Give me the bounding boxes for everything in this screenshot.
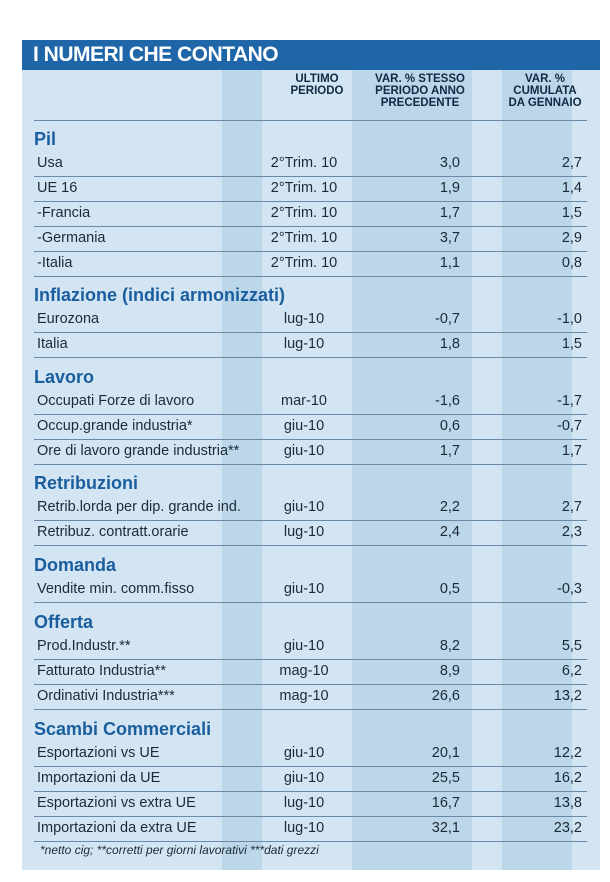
row-period: giu-10 <box>283 581 325 597</box>
row-period: lug-10 <box>283 311 325 327</box>
column-header-var-cumulative: VAR. % CUMULATA DA GENNAIO <box>508 73 582 109</box>
row-label: Ordinativi Industria*** <box>37 688 175 704</box>
row-var-cumulative: 1,7 <box>561 443 582 459</box>
section-title: Lavoro <box>34 367 95 387</box>
row-var-cumulative: 2,9 <box>561 230 582 246</box>
row-var-year: 1,9 <box>439 180 460 196</box>
row-var-year: -1,6 <box>435 393 460 409</box>
row-var-year: 2,4 <box>439 524 460 540</box>
row-var-year: 25,5 <box>431 770 460 786</box>
row-label: Retrib.lorda per dip. grande ind. <box>37 499 241 515</box>
row-label: Importazioni da UE <box>37 770 161 786</box>
row-var-year: 32,1 <box>431 820 460 836</box>
table-row <box>34 816 587 842</box>
row-var-cumulative: 5,5 <box>561 638 582 654</box>
row-period: giu-10 <box>283 443 325 459</box>
row-label: Ore di lavoro grande industria** <box>37 443 240 459</box>
row-var-cumulative: 1,5 <box>561 205 582 221</box>
row-var-cumulative: 1,5 <box>561 336 582 352</box>
row-label: -Francia <box>37 205 91 221</box>
row-label: Retribuz. contratt.orarie <box>37 524 189 540</box>
row-period: lug-10 <box>283 524 325 540</box>
column-header-var-year: VAR. % STESSO PERIODO ANNO PRECEDENTE <box>375 73 465 109</box>
table-row <box>34 634 587 660</box>
table-row <box>34 439 587 465</box>
row-period: 2°Trim. 10 <box>270 205 338 221</box>
section-title: Scambi Commerciali <box>34 719 212 739</box>
table-row <box>34 791 587 817</box>
row-var-cumulative: 13,8 <box>553 795 582 811</box>
row-var-cumulative: 23,2 <box>553 820 582 836</box>
section-title: Retribuzioni <box>34 473 138 493</box>
row-period: lug-10 <box>283 336 325 352</box>
row-var-cumulative: 2,7 <box>561 155 582 171</box>
row-label: Vendite min. comm.fisso <box>37 581 195 597</box>
row-label: Prod.Industr.** <box>37 638 131 654</box>
header-divider <box>34 120 587 121</box>
row-period: giu-10 <box>283 770 325 786</box>
table-row <box>34 414 587 440</box>
row-period: 2°Trim. 10 <box>270 155 338 171</box>
row-label: Esportazioni vs UE <box>37 745 160 761</box>
row-var-year: 16,7 <box>431 795 460 811</box>
row-var-year: 3,7 <box>439 230 460 246</box>
footnote: *netto cig; **corretti per giorni lavorativi ***dati grezzi <box>40 843 319 857</box>
table-row <box>34 659 587 685</box>
row-var-year: 1,7 <box>439 205 460 221</box>
row-period: mar-10 <box>281 393 327 409</box>
row-label: Italia <box>37 336 68 352</box>
row-label: -Germania <box>37 230 106 246</box>
row-period: 2°Trim. 10 <box>270 180 338 196</box>
row-period: lug-10 <box>283 795 325 811</box>
section-title: Pil <box>34 129 57 149</box>
row-label: Esportazioni vs extra UE <box>37 795 196 811</box>
row-label: Occupati Forze di lavoro <box>37 393 195 409</box>
row-period: lug-10 <box>283 820 325 836</box>
table-row <box>34 251 587 277</box>
row-var-cumulative: 12,2 <box>553 745 582 761</box>
row-var-cumulative: 1,4 <box>561 180 582 196</box>
table-row <box>34 520 587 546</box>
row-var-cumulative: 2,3 <box>561 524 582 540</box>
row-period: mag-10 <box>279 688 329 704</box>
section-title: Inflazione (indici armonizzati) <box>34 285 286 305</box>
table-row <box>34 176 587 202</box>
row-var-year: 1,8 <box>439 336 460 352</box>
row-var-cumulative: 2,7 <box>561 499 582 515</box>
table-row <box>34 201 587 227</box>
row-var-year: 8,9 <box>439 663 460 679</box>
row-period: 2°Trim. 10 <box>270 255 338 271</box>
row-var-cumulative: -1,0 <box>557 311 582 327</box>
row-label: Eurozona <box>37 311 100 327</box>
row-label: Importazioni da extra UE <box>37 820 197 836</box>
row-var-cumulative: -0,3 <box>557 581 582 597</box>
table-row <box>34 307 587 333</box>
table-row <box>34 741 587 767</box>
row-var-cumulative: 16,2 <box>553 770 582 786</box>
row-period: mag-10 <box>279 663 329 679</box>
table-row <box>34 151 587 177</box>
row-var-year: 26,6 <box>431 688 460 704</box>
row-var-year: 8,2 <box>439 638 460 654</box>
row-var-year: 1,7 <box>439 443 460 459</box>
row-period: giu-10 <box>283 638 325 654</box>
table-row <box>34 766 587 792</box>
row-label: UE 16 <box>37 180 78 196</box>
table-row <box>34 577 587 603</box>
section-title: Domanda <box>34 555 117 575</box>
table-row <box>34 684 587 710</box>
table-row <box>34 389 587 415</box>
row-var-year: 2,2 <box>439 499 460 515</box>
row-period: giu-10 <box>283 499 325 515</box>
row-var-year: 20,1 <box>431 745 460 761</box>
row-var-year: 3,0 <box>439 155 460 171</box>
row-label: Occup.grande industria* <box>37 418 193 434</box>
section-title: Offerta <box>34 612 94 632</box>
row-var-year: 0,5 <box>439 581 460 597</box>
row-var-cumulative: 13,2 <box>553 688 582 704</box>
page-title: I NUMERI CHE CONTANO <box>22 40 600 70</box>
column-header-period: ULTIMO PERIODO <box>290 73 344 97</box>
row-label: Usa <box>37 155 63 171</box>
row-var-cumulative: -1,7 <box>557 393 582 409</box>
row-var-cumulative: 6,2 <box>561 663 582 679</box>
row-period: 2°Trim. 10 <box>270 230 338 246</box>
row-var-year: 1,1 <box>439 255 460 271</box>
table-row <box>34 332 587 358</box>
row-period: giu-10 <box>283 418 325 434</box>
row-period: giu-10 <box>283 745 325 761</box>
row-label: -Italia <box>37 255 73 271</box>
row-var-year: 0,6 <box>439 418 460 434</box>
table-row <box>34 226 587 252</box>
row-var-year: -0,7 <box>435 311 460 327</box>
row-label: Fatturato Industria** <box>37 663 166 679</box>
row-var-cumulative: -0,7 <box>557 418 582 434</box>
row-var-cumulative: 0,8 <box>561 255 582 271</box>
table-row <box>34 495 587 521</box>
